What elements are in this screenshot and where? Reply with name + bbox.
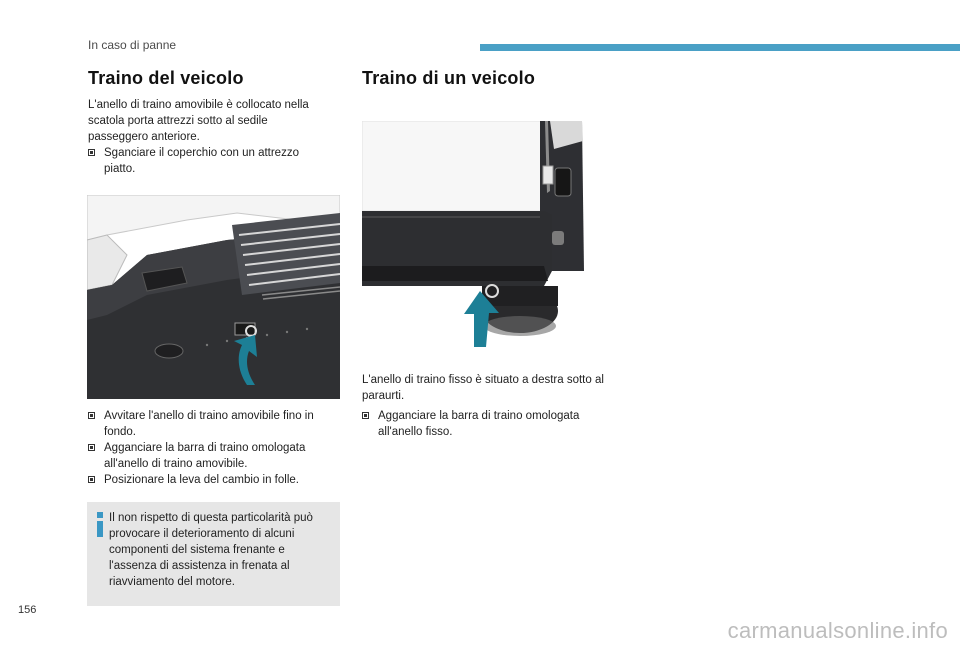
page-number: 156 — [18, 604, 37, 616]
rear-bumper-illustration — [362, 121, 607, 347]
bullet-checkbox-icon — [88, 444, 95, 451]
left-bullet-2-text: Agganciare la barra di traino omologata all'anello di traino amovibile. — [104, 442, 306, 470]
right-caption: L'anello di traino fisso è situato a destra sotto al paraurti. — [362, 374, 604, 402]
section-header: In caso di panne — [88, 38, 177, 52]
right-bullet — [362, 408, 618, 440]
left-bullet-1-text: Avvitare l'anello di traino amovibile fino in fondo. — [104, 410, 314, 438]
front-bumper-drawing — [87, 195, 340, 399]
bullet-checkbox-icon — [88, 412, 95, 419]
left-intro-bullet-text: Sganciare il coperchio con un attrezzo piatto. — [104, 147, 299, 175]
left-bullet-3-text: Posizionare la leva del cambio in folle. — [104, 474, 299, 486]
left-heading: Traino del veicolo — [88, 68, 244, 88]
left-intro: L'anello di traino amovibile è collocato nella scatola porta attrezzi sotto al sedile passeggero anteriore. — [88, 99, 309, 143]
bullet-checkbox-icon — [88, 149, 95, 156]
front-bumper-illustration — [87, 195, 340, 399]
info-icon — [97, 512, 103, 536]
right-heading: Traino di un veicolo — [362, 68, 536, 88]
info-note-text: Il non rispetto di questa particolarità può provocare il deterioramento di alcuni componenti del sistema frenante e l'assenza di assistenza in frenata al riavviamento del motore. — [109, 512, 313, 588]
left-intro-bullet — [88, 145, 326, 177]
left-bullet-2 — [88, 440, 344, 472]
right-bullet-text: Agganciare la barra di traino omologata all'anello fisso. — [378, 410, 580, 438]
footer-watermark: carmanualsonline.info — [727, 618, 948, 643]
bullet-checkbox-icon — [88, 476, 95, 483]
header-accent-bar — [480, 44, 960, 51]
left-bullet-1 — [88, 408, 344, 440]
bullet-checkbox-icon — [362, 412, 369, 419]
rear-bumper-drawing — [362, 121, 607, 347]
left-bullet-3 — [88, 472, 344, 488]
info-note — [87, 502, 340, 606]
